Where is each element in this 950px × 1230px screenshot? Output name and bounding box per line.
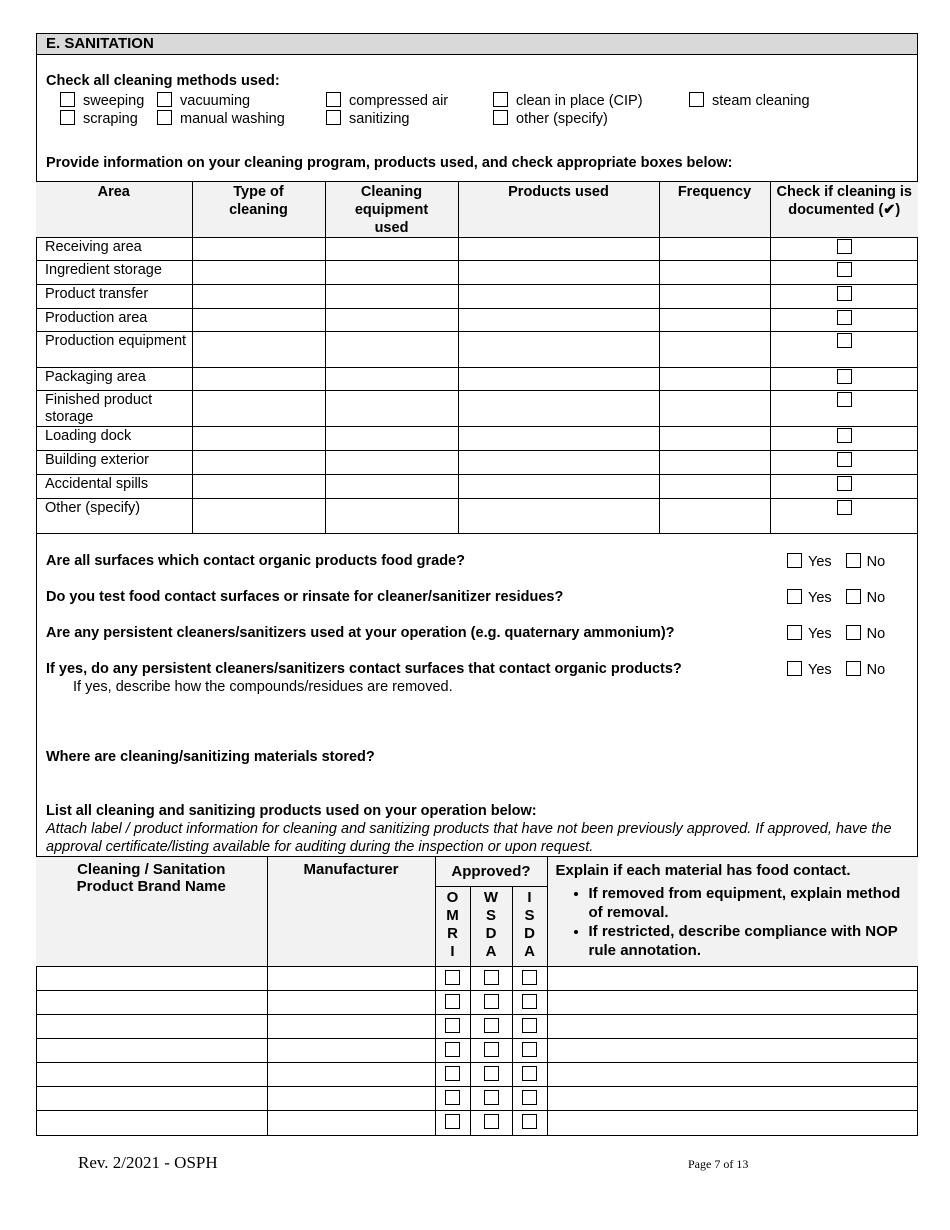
program-entry-cell[interactable]	[458, 451, 659, 475]
col-manufacturer: Manufacturer	[267, 857, 435, 967]
approval-checkbox[interactable]	[522, 970, 537, 985]
agency-letter: D	[524, 925, 535, 942]
approval-checkbox[interactable]	[484, 1066, 499, 1081]
agency-letter: A	[485, 943, 497, 960]
approval-checkbox[interactable]	[522, 1018, 537, 1033]
method-checkbox[interactable]	[326, 110, 341, 125]
program-entry-cell[interactable]	[659, 451, 770, 475]
product-row	[36, 1039, 918, 1063]
methods-heading: Check all cleaning methods used:	[46, 73, 280, 89]
manufacturer-cell[interactable]	[267, 991, 435, 1015]
approval-cell	[470, 1039, 512, 1063]
program-entry-cell[interactable]	[192, 261, 325, 285]
approval-cell	[470, 991, 512, 1015]
approval-cell	[435, 1087, 470, 1111]
product-row	[36, 1063, 918, 1087]
explain-cell[interactable]	[547, 1039, 918, 1063]
agency-letter: W	[483, 889, 499, 906]
program-entry-cell[interactable]	[325, 309, 458, 332]
agency-letter: I	[527, 889, 532, 906]
approval-checkbox[interactable]	[484, 994, 499, 1009]
approval-cell	[435, 991, 470, 1015]
program-entry-cell[interactable]	[458, 427, 659, 451]
program-entry-cell[interactable]	[659, 391, 770, 427]
method-checkbox[interactable]	[157, 110, 172, 125]
area-label: Accidental spills	[36, 475, 192, 499]
yes-checkbox[interactable]	[787, 553, 802, 568]
approval-cell	[512, 991, 547, 1015]
area-label: Receiving area	[36, 238, 192, 261]
program-entry-cell[interactable]	[458, 309, 659, 332]
manufacturer-cell[interactable]	[267, 1063, 435, 1087]
documented-cell	[770, 368, 918, 391]
no-label: No	[866, 662, 886, 678]
section-title: E. SANITATION	[37, 34, 917, 55]
no-label: No	[866, 554, 886, 570]
brand-cell[interactable]	[36, 991, 267, 1015]
program-row	[36, 391, 918, 427]
area-label: Product transfer	[36, 285, 192, 309]
approval-checkbox[interactable]	[484, 1114, 499, 1129]
program-entry-cell[interactable]	[192, 368, 325, 391]
program-row	[36, 368, 918, 391]
documented-checkbox[interactable]	[837, 476, 852, 491]
manufacturer-cell[interactable]	[267, 1015, 435, 1039]
approval-cell	[470, 1087, 512, 1111]
program-entry-cell[interactable]	[458, 499, 659, 534]
question-text: Do you test food contact surfaces or rinsate for cleaner/sanitizer residues?	[46, 589, 564, 605]
method-label: sweeping	[83, 93, 145, 109]
documented-checkbox[interactable]	[837, 333, 852, 348]
documented-checkbox[interactable]	[837, 428, 852, 443]
documented-checkbox[interactable]	[837, 369, 852, 384]
area-label: Loading dock	[36, 427, 192, 451]
followup-text: If yes, describe how the compounds/residues are removed.	[73, 679, 453, 695]
program-entry-cell[interactable]	[458, 238, 659, 261]
yes-no-group	[787, 553, 885, 570]
program-entry-cell[interactable]	[458, 261, 659, 285]
brand-cell[interactable]	[36, 1015, 267, 1039]
no-checkbox[interactable]	[846, 589, 861, 604]
agency-letter: A	[524, 943, 535, 960]
program-entry-cell[interactable]	[659, 427, 770, 451]
program-entry-cell[interactable]	[659, 332, 770, 368]
documented-cell	[770, 391, 918, 427]
method-option	[326, 92, 448, 109]
manufacturer-cell[interactable]	[267, 967, 435, 991]
program-row	[36, 238, 918, 261]
approval-cell	[435, 1039, 470, 1063]
area-label: Production area	[36, 309, 192, 332]
area-label: Packaging area	[36, 368, 192, 391]
documented-checkbox[interactable]	[837, 500, 852, 515]
no-label: No	[866, 590, 886, 606]
approval-cell	[435, 1111, 470, 1135]
product-row	[36, 991, 918, 1015]
explain-bullet: • If restricted, describe compliance with NOP rule annotation.	[589, 922, 911, 960]
program-row	[36, 261, 918, 285]
product-row	[36, 1015, 918, 1039]
program-entry-cell[interactable]	[192, 332, 325, 368]
approval-checkbox[interactable]	[445, 1090, 460, 1105]
approval-cell	[470, 1063, 512, 1087]
area-label: Ingredient storage	[36, 261, 192, 285]
brand-cell[interactable]	[36, 967, 267, 991]
method-option	[326, 110, 409, 127]
method-label: clean in place (CIP)	[516, 93, 643, 109]
program-row	[36, 332, 918, 368]
agency-column-header	[435, 887, 470, 967]
method-option	[493, 92, 643, 109]
sanitation-form	[36, 33, 918, 1136]
program-entry-cell[interactable]	[458, 332, 659, 368]
documented-checkbox[interactable]	[837, 286, 852, 301]
method-checkbox[interactable]	[157, 92, 172, 107]
agency-letter: S	[485, 907, 496, 924]
approval-checkbox[interactable]	[445, 1066, 460, 1081]
program-column-header: Frequency	[659, 182, 770, 238]
col-explain-title: Explain if each material has food contact.	[555, 862, 851, 879]
method-option	[157, 92, 250, 109]
program-row	[36, 285, 918, 309]
approval-cell	[512, 1111, 547, 1135]
question-text: Are any persistent cleaners/sanitizers used at your operation (e.g. quaternary ammonium)?	[46, 625, 675, 641]
explain-cell[interactable]	[547, 991, 918, 1015]
products-table	[36, 856, 918, 1135]
explain-cell[interactable]	[547, 1063, 918, 1087]
agency-letter: I	[450, 943, 455, 960]
brand-cell[interactable]	[36, 1039, 267, 1063]
approval-checkbox[interactable]	[522, 1066, 537, 1081]
approval-cell	[435, 1063, 470, 1087]
documented-cell	[770, 261, 918, 285]
explain-bullet: • If removed from equipment, explain method of removal.	[589, 884, 911, 922]
method-label: scraping	[83, 111, 138, 127]
no-label: No	[866, 626, 886, 642]
agency-letter: O	[446, 889, 459, 906]
yes-checkbox[interactable]	[787, 661, 802, 676]
approval-cell	[512, 1087, 547, 1111]
products-note: Attach label / product information for cleaning and sanitizing products that have not been previously approved. If approved, have the approval certificate/listing available for auditing during the inspection or upon request.	[46, 821, 892, 855]
documented-cell	[770, 451, 918, 475]
approval-checkbox[interactable]	[484, 1018, 499, 1033]
method-label: manual washing	[180, 111, 285, 127]
method-label: other (specify)	[516, 111, 608, 127]
area-label: Building exterior	[36, 451, 192, 475]
footer-page-number: Page 7 of 13	[688, 1157, 749, 1171]
method-checkbox[interactable]	[689, 92, 704, 107]
approval-cell	[470, 967, 512, 991]
approval-checkbox[interactable]	[484, 1042, 499, 1057]
program-entry-cell[interactable]	[192, 285, 325, 309]
documented-cell	[770, 309, 918, 332]
no-checkbox[interactable]	[846, 553, 861, 568]
brand-cell[interactable]	[36, 1111, 267, 1135]
method-label: compressed air	[349, 93, 449, 109]
yes-label: Yes	[808, 662, 832, 678]
yes-label: Yes	[808, 590, 832, 606]
yes-label: Yes	[808, 626, 832, 642]
program-entry-cell[interactable]	[192, 499, 325, 534]
program-entry-cell[interactable]	[458, 391, 659, 427]
program-column-header: Cleaning equipment used	[325, 182, 458, 238]
approval-checkbox[interactable]	[484, 1090, 499, 1105]
program-entry-cell[interactable]	[325, 285, 458, 309]
program-entry-cell[interactable]	[659, 475, 770, 499]
area-label: Other (specify)	[36, 499, 192, 534]
brand-cell[interactable]	[36, 1087, 267, 1111]
manufacturer-cell[interactable]	[267, 1039, 435, 1063]
program-entry-cell[interactable]	[458, 285, 659, 309]
approval-checkbox[interactable]	[522, 994, 537, 1009]
col-brand: Cleaning / Sanitation Product Brand Name	[36, 857, 267, 967]
program-entry-cell[interactable]	[659, 368, 770, 391]
program-entry-cell[interactable]	[325, 427, 458, 451]
program-entry-cell[interactable]	[325, 368, 458, 391]
program-row	[36, 451, 918, 475]
method-checkbox[interactable]	[326, 92, 341, 107]
documented-checkbox[interactable]	[837, 310, 852, 325]
program-entry-cell[interactable]	[192, 451, 325, 475]
documented-cell	[770, 238, 918, 261]
method-option	[60, 110, 138, 127]
approval-checkbox[interactable]	[445, 1018, 460, 1033]
documented-cell	[770, 332, 918, 368]
program-entry-cell[interactable]	[659, 285, 770, 309]
approval-checkbox[interactable]	[522, 1114, 537, 1129]
program-entry-cell[interactable]	[659, 499, 770, 534]
approval-checkbox[interactable]	[445, 1114, 460, 1129]
program-column-header: Area	[36, 182, 192, 238]
question-text: Are all surfaces which contact organic products food grade?	[46, 553, 465, 569]
documented-cell	[770, 285, 918, 309]
explain-cell[interactable]	[547, 1087, 918, 1111]
program-row	[36, 499, 918, 534]
documented-checkbox[interactable]	[837, 392, 852, 407]
method-option	[157, 110, 285, 127]
method-label: sanitizing	[349, 111, 410, 127]
yes-checkbox[interactable]	[787, 589, 802, 604]
program-row	[36, 427, 918, 451]
brand-cell[interactable]	[36, 1063, 267, 1087]
documented-checkbox[interactable]	[837, 262, 852, 277]
agency-letter: M	[446, 907, 459, 924]
approval-checkbox[interactable]	[484, 970, 499, 985]
method-option	[60, 92, 144, 109]
program-entry-cell[interactable]	[325, 499, 458, 534]
program-column-header: Products used	[458, 182, 659, 238]
documented-checkbox[interactable]	[837, 239, 852, 254]
approval-cell	[435, 967, 470, 991]
question-text: If yes, do any persistent cleaners/sanitizers contact surfaces that contact organic products?	[46, 661, 682, 677]
no-checkbox[interactable]	[846, 661, 861, 676]
documented-cell	[770, 475, 918, 499]
cleaning-program-table	[36, 181, 918, 534]
program-entry-cell[interactable]	[325, 475, 458, 499]
agency-letter: D	[485, 925, 497, 942]
approval-checkbox[interactable]	[445, 1042, 460, 1057]
program-row	[36, 475, 918, 499]
col-approved: Approved?	[435, 857, 547, 887]
agency-letter: S	[524, 907, 535, 924]
program-entry-cell[interactable]	[325, 451, 458, 475]
footer-revision: Rev. 2/2021 - OSPH	[78, 1153, 218, 1172]
program-entry-cell[interactable]	[659, 238, 770, 261]
approval-checkbox[interactable]	[445, 970, 460, 985]
products-heading: List all cleaning and sanitizing products used on your operation below:	[46, 803, 537, 819]
agency-column-header	[512, 887, 547, 967]
program-entry-cell[interactable]	[192, 238, 325, 261]
approval-cell	[512, 1039, 547, 1063]
manufacturer-cell[interactable]	[267, 1087, 435, 1111]
product-row	[36, 1111, 918, 1135]
method-option	[493, 110, 608, 127]
program-entry-cell[interactable]	[325, 391, 458, 427]
manufacturer-cell[interactable]	[267, 1111, 435, 1135]
approval-checkbox[interactable]	[445, 994, 460, 1009]
explain-cell[interactable]	[547, 1111, 918, 1135]
program-entry-cell[interactable]	[325, 332, 458, 368]
method-checkbox[interactable]	[60, 92, 75, 107]
agency-letter: R	[447, 925, 458, 942]
explain-cell[interactable]	[547, 1015, 918, 1039]
program-entry-cell[interactable]	[192, 309, 325, 332]
method-label: steam cleaning	[712, 93, 810, 109]
program-entry-cell[interactable]	[659, 309, 770, 332]
program-entry-cell[interactable]	[659, 261, 770, 285]
method-label: vacuuming	[180, 93, 251, 109]
product-row	[36, 967, 918, 991]
program-column-header: Check if cleaning is documented (✔)	[770, 182, 918, 238]
method-option	[689, 92, 810, 109]
program-entry-cell[interactable]	[192, 427, 325, 451]
yes-no-group	[787, 589, 885, 606]
approval-cell	[435, 1015, 470, 1039]
explain-cell[interactable]	[547, 967, 918, 991]
method-checkbox[interactable]	[60, 110, 75, 125]
documented-checkbox[interactable]	[837, 452, 852, 467]
approval-cell	[512, 1063, 547, 1087]
no-checkbox[interactable]	[846, 625, 861, 640]
approval-checkbox[interactable]	[522, 1090, 537, 1105]
agency-column-header	[470, 887, 512, 967]
col-explain	[547, 857, 918, 967]
product-row	[36, 1087, 918, 1111]
documented-cell	[770, 427, 918, 451]
approval-cell	[512, 967, 547, 991]
program-entry-cell[interactable]	[325, 261, 458, 285]
program-entry-cell[interactable]	[192, 391, 325, 427]
program-heading: Provide information on your cleaning program, products used, and check appropriate boxes below:	[46, 155, 733, 171]
yes-no-group	[787, 625, 885, 642]
yes-no-group	[787, 661, 885, 678]
approval-cell	[470, 1111, 512, 1135]
program-entry-cell[interactable]	[325, 238, 458, 261]
method-checkbox[interactable]	[493, 110, 508, 125]
approval-cell	[470, 1015, 512, 1039]
program-column-header: Type of cleaning	[192, 182, 325, 238]
documented-cell	[770, 499, 918, 534]
storage-question: Where are cleaning/sanitizing materials stored?	[46, 749, 375, 765]
program-entry-cell[interactable]	[458, 368, 659, 391]
approval-checkbox[interactable]	[522, 1042, 537, 1057]
yes-checkbox[interactable]	[787, 625, 802, 640]
program-entry-cell[interactable]	[192, 475, 325, 499]
area-label: Finished product storage	[36, 391, 192, 427]
yes-label: Yes	[808, 554, 832, 570]
area-label: Production equipment	[36, 332, 192, 368]
method-checkbox[interactable]	[493, 92, 508, 107]
program-row	[36, 309, 918, 332]
approval-cell	[512, 1015, 547, 1039]
program-entry-cell[interactable]	[458, 475, 659, 499]
